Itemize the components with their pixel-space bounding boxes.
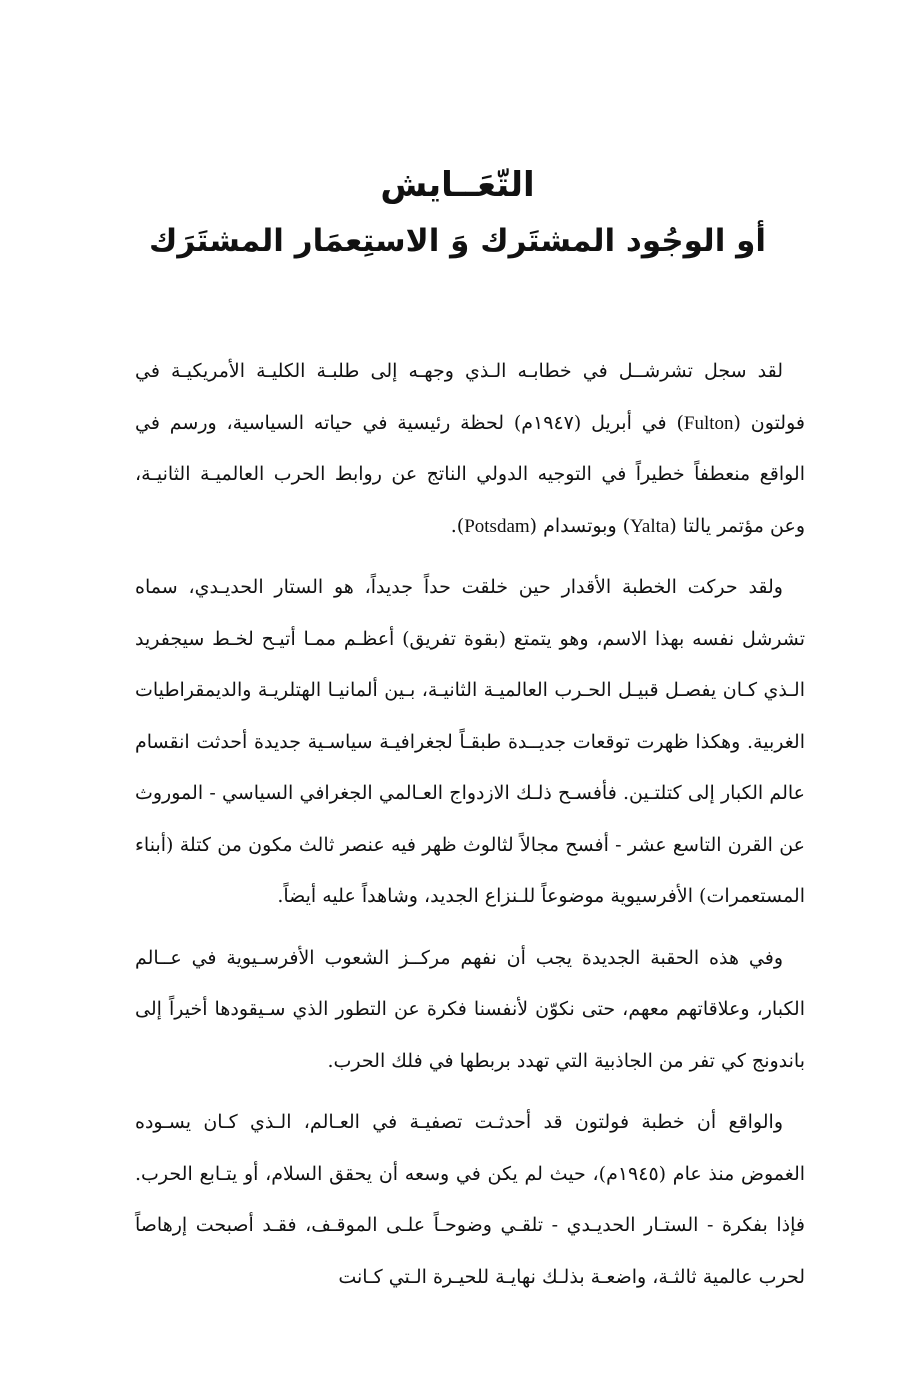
latin-term-yalta: Yalta	[630, 515, 670, 537]
body-text	[135, 346, 805, 1313]
paragraph-1-text-d: ).	[450, 514, 465, 537]
chapter-heading	[0, 160, 915, 266]
chapter-title: التّعَــايش	[380, 165, 535, 205]
paragraph-1	[135, 346, 805, 552]
paragraph-1-text-b: ) في أبريل (١٩٤٧م) لحظة رئيسية في حياته السياسية، ورسم في الواقع منعطفاً خطيراً في التوجيه الدولي الناتج عن روابط الحرب العالميـة الثانيـة، وعن مؤتمر يالتا (	[135, 411, 805, 537]
paragraph-1-text-c: ) وبوتسدام (	[529, 514, 631, 537]
latin-term-fulton: Fulton	[683, 412, 734, 434]
paragraph-2: ولقد حركت الخطبة الأقدار حين خلقت حداً جديداً، هو الستار الحديـدي، سماه تشرشل نفسه بهذا الاسم، وهو يتمتع (بقوة تفريق) أعظـم ممـا أتيـح لخـط سيجفريد الـذي كـان يفصـل قبيـل الحـرب العالميـة الثانيـة، بـين ألمانيـا الهتلريـة والديمقراطيات الغربية. وهكذا ظهرت توقعات جديــدة طبقـاً لجغرافيـة سياسـية جديدة أحدثت انقسام عالم الكبار إلى كتلتـين. فأفسـح ذلـك الازدواج العـالمي الجغرافي السياسي - الموروث عن القرن التاسع عشر - أفسح مجالاً لثالوث ظهر فيه عنصر ثالث مكون من كتلة (أبناء المستعمرات) الأفرسيوية موضوعاً للـنزاع الجديد، وشاهداً عليه أيضاً.	[135, 576, 805, 907]
paragraph-1-text-a: لقد سجل تشرشــل في خطابـه الـذي وجهـه إلى طلبـة الكليـة الأمريكيـة في فولتون (	[135, 360, 805, 434]
paragraph-3: وفي هذه الحقبة الجديدة يجب أن نفهم مركــز الشعوب الأفرسـيوية في عــالم الكبار، وعلاقاتهم معهم، حتى نكوّن لأنفسنا فكرة عن التطور الذي سـيقودها أخيراً إلى باندونج كي تفر من الجاذبية التي تهدد بربطها في فلك الحرب.	[135, 946, 805, 1072]
paragraph-4: والواقع أن خطبة فولتون قد أحدثـت تصفيـة في العـالم، الـذي كـان يسـوده الغموض منذ عام (١٩٤٥م)، حيث لم يكن في وسعه أن يحقق السلام، أو يتـابع الحرب. فإذا بفكرة - الستـار الحديـدي - تلقـي وضوحـاً علـى الموقـف، فقـد أصبحت إرهاصاً لحرب عالمية ثالثـة، واضعـة بذلـك نهايـة للحيـرة الـتي كـانت	[135, 1111, 806, 1288]
latin-term-potsdam: Potsdam	[464, 515, 530, 537]
chapter-subtitle: أو الوجُود المشتَرك وَ الاستِعمَار المشتَرَك	[148, 223, 767, 259]
